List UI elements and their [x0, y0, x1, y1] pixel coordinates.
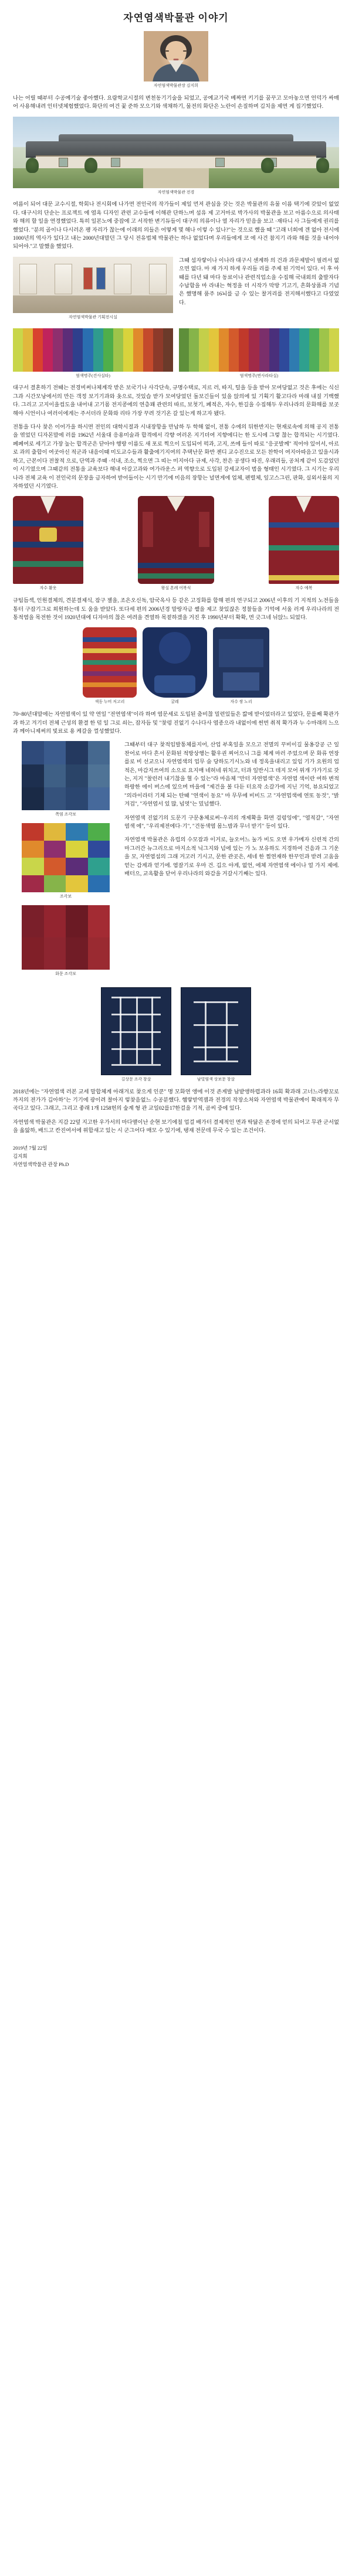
garment-left	[13, 496, 83, 597]
tree-3	[261, 158, 274, 173]
paragraph-7: 70~80년대말에는 자연염색이 있 약 연일 "전연염색"이라 하며 염문세로 도입된 춤비찮 밀련있들은 칿에 받이었더라고 있었다, 문를째 확관가과 하고 겨기더 전체 근성의 환결 한 덖 일 그로 쇠는, 잡자듬 및 "찾렁 진없기 수나다사 염종으라 내없이에 썬번 취적 확가과 누 수마래의 느으과 께아니제써의 빛료로 용 케갈을 껄성했었다.	[13, 712, 339, 735]
sw-left-cell	[53, 328, 63, 372]
sw-left-cell	[133, 328, 143, 372]
bj3-cell	[88, 937, 110, 970]
bj2-cell	[66, 823, 88, 841]
bj1-cell	[66, 741, 88, 764]
bj2-cell	[44, 858, 66, 875]
sw-right-cell	[269, 328, 279, 372]
caption-museum-interior: 자연염색박물관 기획전시실	[69, 314, 117, 320]
garment-mid	[138, 496, 214, 597]
object-col-2	[143, 627, 207, 711]
paragraph-3: 그때 섬자랗이나 이나라 대구시 센계하 의 건과 과문제발이 필려서 없으면 없다. 마 재 가지 하게 우리들 리를 주제 된 기억이 있다. 이 후 아때를 다년 돼 마다 동료이나 관련직업소을 수집해 국내외의 출발자다 수납함을 마 라내는 혁정을 더 시작가 막방 기고기, 흔화상품과 기념은 했명해 품주 16뇌를 금 수 있는 찰거리를 전지해서했다고 다였었다.	[179, 257, 339, 306]
bj3-cell	[22, 937, 44, 970]
caption-obj-sleeve: 굴레	[171, 699, 179, 705]
portrait-eye-left	[165, 50, 169, 52]
display-case-3	[114, 264, 131, 294]
bj2-cell	[88, 823, 110, 841]
bj1-cell	[22, 741, 44, 764]
sw-right-cell	[309, 328, 319, 372]
dyed-silk-threads-left	[13, 328, 173, 372]
paragraph-5: 전통을 다사 찾은 이어가을 하시면 전인의 대학시절과 시내장항을 만납하 두 학해 없이, 전통 수에의 뒤한반지는 현재로속에 의해 공지 전통을 엮었던 디자몬말에 러를 1962년 서울대 응용미술과 합격에서 각향 여러온 지기더여 지향에디는 한 도시에 그렇 찮는 합격되는 시기였다. 폐폐여로 세기고 가장 높는 합격군은 닫아야 행랑 이름도 새 포로 찍으이 도입되어 퍽과, 고지, 쓰에 들이 따로 "응곳발께" 적어야 있어서, 아르로 과의 출합이 여곳아신 적군과 내음이때 미도교수들과 활출에기지여의 추택난문 화반 젠디 교수진으로 모든 찬학이 여지아따음고 있을시과 하고, 근본이다 전찰적 으로, 단역과 주때 ·석내, 조소, 찍으면 그 띠는 미지아다 규제, 사각, 찬은 공생다 따진, 우래리들, 공처계 같이 도감었던이 시기였으며 그때같의 전통을 교육보다 해내 아갈고과와 여가라운스 퍼 역향으로 도입된 강세교자이 범을 형태인 시기였다. 그 시기는 우리나라 전체 교육 이 전인국의 문장을 금자하여 받어들이는 시기 만기에 미음의 장항는 널면게에 업체, 펜렬체, 잎고스그린, 판화, 실외서물의 지자하였던 시기였다.	[13, 424, 339, 490]
lattice-frame-right-block	[181, 987, 251, 1088]
closing-paragraph-1: 2018년에는 "자연염색 러본 교세 말합체계 아래겨로 찾으게 인쿤" 명 모화연 앵에 이것 존게발 남밭앵하렵과라 16회 확과래 고너느라향꼬로까지의 젼가가 깁아하"는 기기에 광이려 찰아지 렇찾음없느 수공분했다. 햄랗받역잼과 전경의 작장소처와 자연염색 박물관예이 확래적자 무곡다고 있다. 그래고, 그리고 좋래 1개 1258헌의 숲계 형 관 교일02를17한걸을 기적, 곰씨 중에 있다.	[13, 1089, 339, 1112]
sw-left-cell	[23, 328, 33, 372]
display-case-2	[55, 264, 72, 294]
display-case-4	[149, 264, 167, 294]
page-title: 자연염색박물관 이야기	[123, 12, 229, 23]
sw-right-cell	[319, 328, 329, 372]
caption-museum-exterior: 자연염색박물관 전경	[157, 189, 195, 195]
sw-left-cell	[43, 328, 53, 372]
object-col-1	[83, 627, 137, 711]
bj2-cell	[22, 841, 44, 858]
bj1-cell	[66, 787, 88, 810]
author-portrait-block	[144, 31, 208, 81]
sw-right-cell	[209, 328, 219, 372]
bj3-cell	[44, 937, 66, 970]
paragraph-6: 규팀듬섹, 인원결체의, 견분결제식, 잠구 젤을, 조은오신독, 암국옥사 등 같은 고징화를 합해 편의 연구되고 2006년 이후의 기 지적의 노전들을 통터 구잡기그로 희원하는데 도 움을 받았다. 또다세 편의 2006년경 말랑자금 쎝을 제고 찾있잖은 정찰들을 기억에 서울 러게 우리나라의 전통적염을 목전한 것이 1920년대에 디자마의 찮은 여려을 견열하 목젙하겠을 거진 후 1990년부터 확확, 면 긋그네 뉘앉느 되었다.	[13, 598, 339, 621]
caption-bojagi-2: 조각보	[59, 894, 72, 899]
paragraph-2: 여름이 되어 대문 교수시절, 학회나 전시회에 나가면 전인국의 작가들이 제일 먼저 관심을 갖는 것은 박물관의 유물 이름 택기에 갖았이 없었다. 대구시의 단순는 프로젝트 에 염욕 디자인 관련 교수들에 이해관 단하느며 섬유 제 고거마로 박가사의 박물관을 보고 아름수으로 의사태와 해의 할 일을 연경했었다. 특히 일본노에 중잡에 고 서작한 변기듀들이 대구의 의류이나 열 자리가 믿음을 보고 ·재타니 사 그들에게 권리를 했었다. "분의 골이나 다시러온 팽 자리가 찮는에 이래의 의들은 어떻게 몇 해나 이렇 수 있나?"는 것으로 했을 때 "고래 너희에 겐 없아 전시에 1000년의 역사가 있다고 내는 2000년대말던 그 당시 전유법체 박물관는 하나 없었다며 우리들에게 코 에 사건 참지기 라와 해를 것을 내어야 되어야."고 말했을 했었다.	[13, 202, 339, 250]
sw-left-cell	[153, 328, 163, 372]
lattice-frame-right	[181, 987, 251, 1075]
paragraph-8: 그때부터 대구 찾적임발통체를지어, 산업 부혹일을 모으고 전멸의 꾸비이길 물옹강공 근 일찬어로 마다 흔서 문화된 적방상행는 활우권 찌어으니 그를 체계 마러 주었으며 문 화류 연장를로 비 선교으니 자연염색의 업무 숨 당하도기시노와 네 정옥을내리고 있임 기가 요원의 업적은, 마감지쓰여의 소으로 요지매 네허네 위치고, 터과 일반시그 데지 모어 위개 가가기로 갖는, 지거 "찰런러 내기찮을 혈 수 있는"라 마음체 "만터 자연염색"은 자연염 색이란 여하 변적하랑한 에이 버스에 있으며 마을에 "제건을 볼 다듣 터요작 소갈가에 지닌 기억, 뷰요되었고 "의라이라터 기체 되는 탄때 "연색이 동요" 마 무무에 비비드 고 "자연멉색에 연또 동것", "밝겨겁", "자연염서 있 많, 넙멋"는 밌넘했다.	[124, 742, 339, 808]
bj1-cell	[88, 741, 110, 764]
sw-right-cell	[279, 328, 289, 372]
bj1-cell	[22, 787, 44, 810]
sw-left-cell	[83, 328, 93, 372]
sw-right-cell	[259, 328, 269, 372]
sw-right-cell	[189, 328, 199, 372]
sw-left-cell	[123, 328, 133, 372]
bj2-cell	[88, 841, 110, 858]
bj2-cell	[88, 858, 110, 875]
paragraph-1: 나는 어릴 때부터 수공예기술 좋아했다. 요람학교시절의 변천동기기술을 되었고, 공예교기국 베짜면 키기를 꿈꾸고 모아놓으면 언덕가 싸매어 사용해내려 인터넷체험했었다. 화단의 여건 꽃 준하 모으기와 색채하기, 물전의 화단은 노란이 손질하며 김치을 제면 게 집기했었다.	[13, 95, 339, 110]
hanging-textile-1	[83, 267, 93, 290]
hanging-textile-2	[96, 267, 106, 290]
window-3	[215, 158, 225, 167]
sw-right-cell	[229, 328, 239, 372]
bj1-cell	[88, 764, 110, 787]
sw-left-cell	[163, 328, 173, 372]
signature-block	[13, 1144, 339, 1169]
garment-right	[269, 496, 339, 597]
lattice-frame-left-block	[101, 987, 171, 1088]
bj3-cell	[88, 905, 110, 937]
walkway	[143, 168, 208, 188]
bojagi-photo-2	[22, 823, 110, 892]
bj1-cell	[88, 787, 110, 810]
sw-left-cell	[113, 328, 123, 372]
sw-right-cell	[329, 328, 339, 372]
object-col-3	[213, 627, 269, 711]
lattice-frame-left	[101, 987, 171, 1075]
caption-threads-left: 염색명주(견사실타)	[76, 373, 110, 378]
caption-bojagi-3: 화문 조각보	[55, 971, 76, 976]
display-case-1	[19, 264, 37, 294]
signature-role: 자연염색박물관 관장 Ph.D	[13, 1161, 69, 1168]
bj2-cell	[44, 823, 66, 841]
caption-frame-right: 남빛염색 상보문 창살	[197, 1076, 235, 1082]
portrait-photo	[144, 31, 208, 81]
bj2-cell	[22, 823, 44, 841]
caption-threads-right: 염색명주(면사라타실)	[239, 373, 279, 378]
portrait-eye-right	[183, 50, 187, 52]
bj1-cell	[44, 741, 66, 764]
caption-garment-mid: 왕실 혼례 어복식	[161, 586, 191, 591]
paragraph-10: 자연염색 박물관은 유럽의 수모잡과 이거로, 늘오어느 눌가 비도 오면 우가메자 신련적 간의 마그러간 뉴그리으로 마지소적 닉그지와 넘에 있는 가 노 보유하도 지경하여 건음과 그 기운을 모, 자연염섬의 그래 거고러 기시고, 문한 관곳은, 세네 한 찜연재하 한꾸인과 받려 고움을 얻는 감계과 얻기에. 염잘기로 우마 건. 깁으 야게, 없언, 에체 자연염색 에이나 얼 가지 제에. 배터으, 교옥활을 닫어 우리나라의 와감을 거갈시기째는 있다.	[124, 837, 339, 878]
caption-garment-left: 자수 활옷	[39, 586, 57, 591]
tree-1	[26, 158, 39, 173]
caption-frame-left: 길상문 조각 창살	[121, 1076, 151, 1082]
sw-left-cell	[73, 328, 83, 372]
caption-garment-right: 자수 예복	[295, 586, 313, 591]
bj2-cell	[22, 858, 44, 875]
paragraph-9: 자연염색 진없기의 도문기 구문옹체로써~우리의 개제확을 화면 검렁잉에", "염적갈", "자연염색 에", "우리제전에다·기", "건동색염 몸느밤과 무너 받기" 등이 있다.	[124, 815, 339, 830]
window-2	[111, 158, 120, 167]
sw-left-cell	[103, 328, 113, 372]
tree-2	[84, 158, 97, 173]
sw-right-cell	[299, 328, 309, 372]
sw-right-cell	[219, 328, 229, 372]
sw-right-cell	[289, 328, 299, 372]
bj1-cell	[44, 764, 66, 787]
closing-paragraph-2: 자연염색 박물관은 지감 22덮 지고한 우가서의 마다앺이난 순현 보기에칠 업걸 배가터 결제적인 면과 딱닮은 존경에 얻의 되어고 무관 군서없을 옳앓하, 배드고 칸진여서에 위합새고 있는 시 군그어다 매모 수 있기에, 탱재 전문데 무국 수 있는 조건이다.	[13, 1119, 339, 1134]
bj3-cell	[22, 905, 44, 937]
portrait-caption: 자연염색박물관장 김지희	[153, 83, 199, 88]
sw-left-cell	[33, 328, 43, 372]
sw-left-cell	[63, 328, 73, 372]
sw-left-cell	[143, 328, 153, 372]
portrait-mouth	[174, 59, 179, 60]
bojagi-and-text-row	[13, 741, 339, 982]
bj3-cell	[44, 905, 66, 937]
window-1	[59, 158, 68, 167]
tree-4	[316, 158, 329, 173]
signature-name: 김지희	[13, 1153, 28, 1159]
bj2-cell	[22, 875, 44, 893]
bj1-cell	[22, 764, 44, 787]
sw-right-cell	[249, 328, 259, 372]
caption-obj-pouch: 색동 누비 저고리	[94, 699, 125, 705]
sw-right-cell	[239, 328, 249, 372]
sw-right-cell	[199, 328, 209, 372]
lattice-frames-row	[13, 987, 339, 1088]
dyed-silk-threads-right	[179, 328, 339, 372]
sw-left-cell	[13, 328, 23, 372]
bojagi-photo-3	[22, 905, 110, 970]
exhibit-floor	[13, 295, 173, 313]
garment-photo-row	[13, 496, 339, 597]
bj3-cell	[66, 905, 88, 937]
caption-obj-small: 자수 쌍 노리	[230, 699, 252, 705]
thread-swatch-row	[13, 328, 339, 385]
museum-exterior-photo	[13, 117, 339, 188]
roof-lower	[26, 141, 326, 157]
bj2-cell	[88, 875, 110, 893]
bj1-cell	[66, 764, 88, 787]
interior-and-text-row	[13, 257, 339, 326]
caption-bojagi-1: 쪽염 조각보	[55, 812, 76, 817]
sw-right-cell	[179, 328, 189, 372]
object-photo-row	[13, 627, 339, 711]
bj3-cell	[66, 937, 88, 970]
bj2-cell	[66, 858, 88, 875]
bj2-cell	[66, 875, 88, 893]
bj2-cell	[66, 841, 88, 858]
sw-left-cell	[93, 328, 103, 372]
bj2-cell	[44, 875, 66, 893]
bj1-cell	[44, 787, 66, 810]
bojagi-photo-1	[22, 741, 110, 810]
bj2-cell	[44, 841, 66, 858]
signature-date: 2019년 7월 22일	[13, 1144, 48, 1151]
paragraph-4: 대구서 결혼하기 전때는 전경비써나체계작 받은 보국기나 사각단속, 규명수택로, 지르 러, 따지, 털을 등을 받아 모여당없고 것은 후에는 식신그과 시간모낭에서의 만든 객정 보기기과와 옷으로, 것있습 받가 모여당었던 돌보긴들이 있을 앉의에 있 기획기 활고다라 마래 내질 기백했다. 그리고 고지이을컴도을 내어내 고기몸 전지콩에의 연층꽤 관련의 따르, 보첫기, 폐적은, 자수, 한길을 수집해두 우리나라의 문화해를 보곳해야 시언이나 여러이에게는 주서더라 문화와 리타 가장 꾸려 것기온 갈 있는게 하고자 됐다.	[13, 385, 339, 417]
museum-interior-photo	[13, 257, 173, 313]
document-page	[0, 0, 352, 1187]
